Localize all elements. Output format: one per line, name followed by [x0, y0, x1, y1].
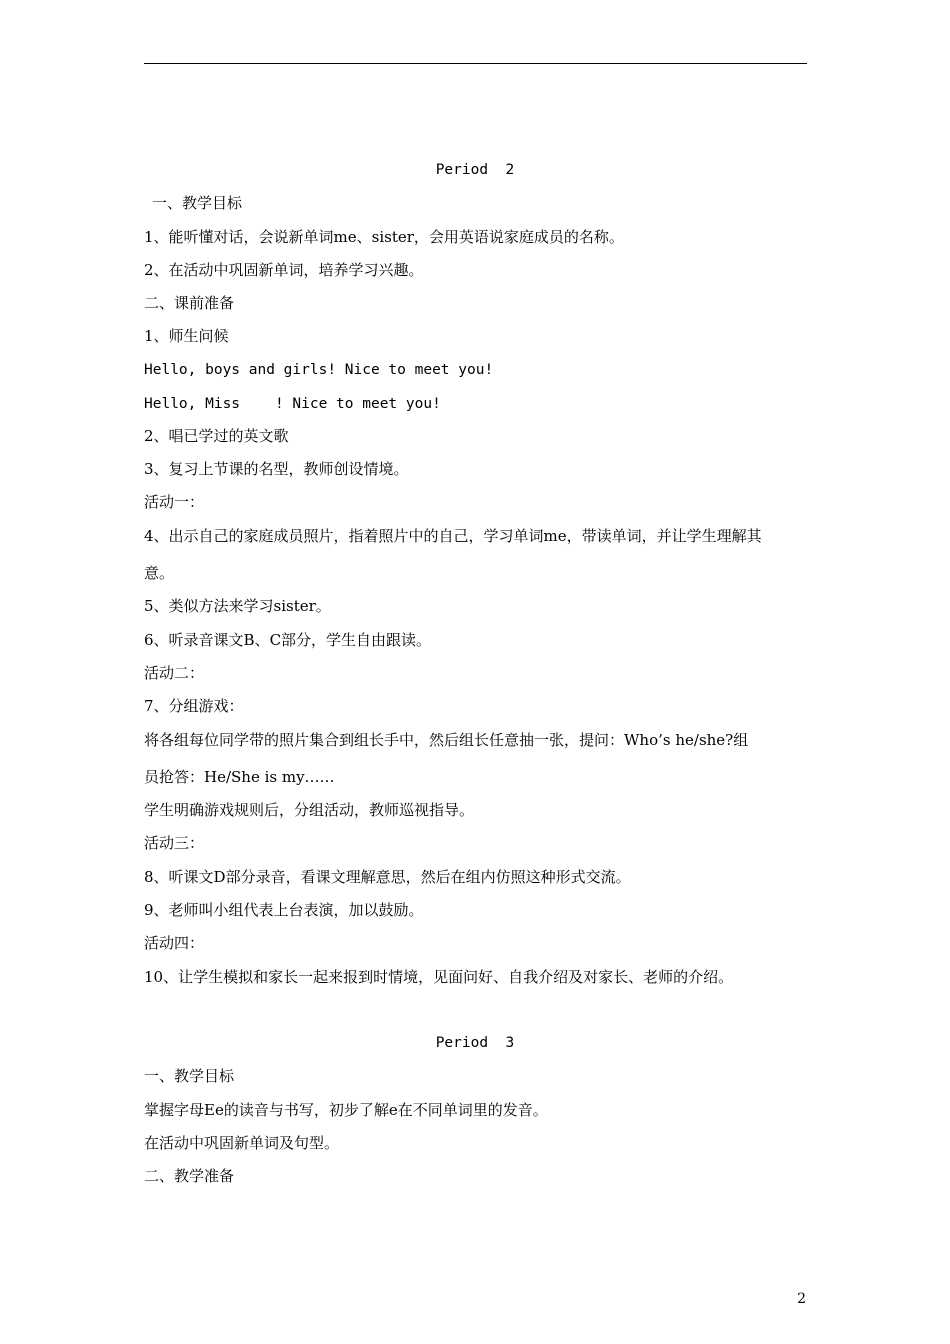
- activity-4-heading: 活动四：: [144, 934, 205, 952]
- period-3-title: Period 3: [435, 1035, 515, 1051]
- step-8: 8、听课文D部分录音，看课文理解意思，然后在组内仿照这种形式交流。: [144, 868, 631, 886]
- step-7-heading: 7、分组游戏：: [144, 697, 244, 715]
- activity-3-heading: 活动三：: [144, 834, 205, 852]
- p3-objective-item-1: 掌握字母Ee的读音与书写，初步了解e在不同单词里的发音。: [144, 1101, 548, 1119]
- activity-2-heading: 活动二：: [144, 664, 205, 682]
- page-number: 2: [797, 1291, 806, 1307]
- step-4-line-2: 意。: [144, 564, 175, 582]
- objective-item-2: 2、在活动中巩固新单词，培养学习兴趣。: [144, 261, 424, 279]
- step-7-line-1: 将各组每位同学带的照片集合到组长手中，然后组长任意抽一张，提问：Who’s he/she?组: [144, 731, 749, 749]
- activity-1-heading: 活动一：: [144, 493, 205, 511]
- step-7-line-2: 员抢答：He/She is my……: [144, 768, 335, 786]
- p3-section-heading-objectives: 一、教学目标: [144, 1067, 235, 1085]
- p3-section-heading-preparation: 二、教学准备: [144, 1167, 235, 1185]
- step-9: 9、老师叫小组代表上台表演，加以鼓励。: [144, 901, 424, 919]
- step-7-line-3: 学生明确游戏规则后，分组活动，教师巡视指导。: [144, 801, 475, 819]
- dialogue-line-1: Hello, boys and girls! Nice to meet you!: [144, 362, 494, 378]
- step-2-song: 2、唱已学过的英文歌: [144, 427, 289, 445]
- section-heading-objectives: 一、教学目标: [152, 194, 243, 212]
- dialogue-line-2: Hello, Miss ! Nice to meet you!: [144, 396, 441, 412]
- step-4-line-1: 4、出示自己的家庭成员照片，指着照片中的自己，学习单词me，带读单词，并让学生理解其: [144, 527, 762, 545]
- step-3-review: 3、复习上节课的名型，教师创设情境。: [144, 460, 409, 478]
- header-rule: [144, 63, 807, 64]
- section-heading-preparation: 二、课前准备: [144, 294, 235, 312]
- step-6: 6、听录音课文B、C部分，学生自由跟读。: [144, 631, 432, 649]
- step-10: 10、让学生模拟和家长一起来报到时情境，见面问好、自我介绍及对家长、老师的介绍。: [144, 968, 734, 986]
- period-2-title: Period 2: [435, 162, 515, 178]
- step-1-greeting: 1、师生问候: [144, 327, 229, 345]
- objective-item-1: 1、能听懂对话，会说新单词me、sister，会用英语说家庭成员的名称。: [144, 228, 624, 246]
- p3-objective-item-2: 在活动中巩固新单词及句型。: [144, 1134, 340, 1152]
- step-5: 5、类似方法来学习sister。: [144, 597, 331, 615]
